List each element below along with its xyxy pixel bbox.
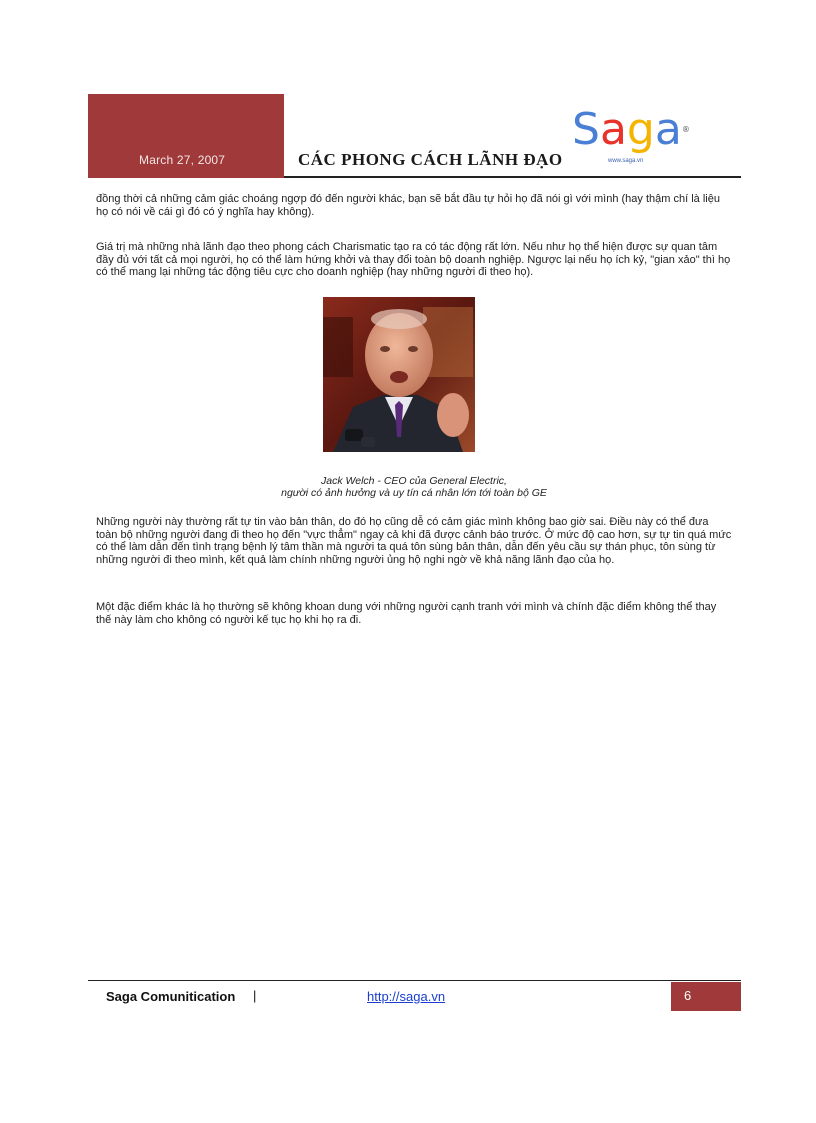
page-number: 6 [684, 988, 692, 1003]
header-date: March 27, 2007 [139, 153, 226, 167]
paragraph-2: Giá trị mà những nhà lãnh đạo theo phong cách Charismatic tạo ra có tác động rất lớn. Nếu như họ thể hiện được sự quan tâm đầy đủ với tất cả mọi người, họ có thể làm hứng khởi và thay đổi toàn bộ doanh nghiệp. Ngược lại nếu họ ích kỷ, "gian xảo" thì họ có thể mang lại những tác động tiêu cực cho doanh nghiệp (hay những người đi theo họ). [96, 241, 731, 278]
paragraph-3: Những người này thường rất tự tin vào bản thân, do đó họ cũng dễ có cảm giác mình không bao giờ sai. Điều này có thể đưa toàn bộ những người đang đi theo họ đến "vực thẳm" ngay cả khi đã được cảnh báo trước. Ở mức độ cao hơn, sự tự tin quá mức có thể làm dẫn đến tình trạng bệnh lý tâm thần mà người ta quá tôn sùng bản thân, dẫn đến yêu cầu sự thán phục, tôn sùng từ những người đi theo mình, kết quả làm chính những người ủng hộ nghi ngờ về khả năng lãnh đạo của họ. [96, 516, 732, 566]
header-divider [284, 176, 741, 178]
saga-logo [572, 104, 692, 168]
footer-company: Saga Comunitication [106, 989, 236, 1004]
logo-letter: S [572, 104, 600, 155]
paragraph-4: Một đặc điểm khác là họ thường sẽ không khoan dung với những người cạnh tranh với mình và chính đặc điểm không thể thay thế này làm cho không có người kế tục họ khi họ ra đi. [96, 601, 717, 626]
footer-website-link[interactable]: http://saga.vn [367, 989, 446, 1004]
logo-letter: a [599, 104, 627, 155]
caption-line-1: Jack Welch - CEO của General Electric, [321, 475, 507, 487]
logo-wordmark [572, 104, 690, 155]
portrait-image [323, 297, 475, 452]
photo-jack-welch [323, 297, 475, 452]
photo-caption [96, 475, 732, 499]
page-title: CÁC PHONG CÁCH LÃNH ĐẠO [298, 150, 563, 169]
logo-url: www.saga.vn [608, 158, 644, 164]
logo-letter: a [654, 104, 682, 155]
page-number-block [671, 982, 741, 1011]
logo-letter: g [626, 104, 655, 155]
caption-line-2: người có ảnh hưởng và uy tín cá nhân lớn tới toàn bộ GE [281, 487, 547, 499]
registered-mark: ® [681, 125, 690, 134]
paragraph-1: đồng thời cả những cảm giác choáng ngợp đó đến người khác, bạn sẽ bắt đầu tự hỏi họ đã nói gì với mình (hay thậm chí là liệu họ có nói về cái gì đó có ý nghĩa hay không). [96, 193, 720, 218]
footer-separator: | [253, 988, 257, 1003]
footer-divider [88, 980, 741, 981]
